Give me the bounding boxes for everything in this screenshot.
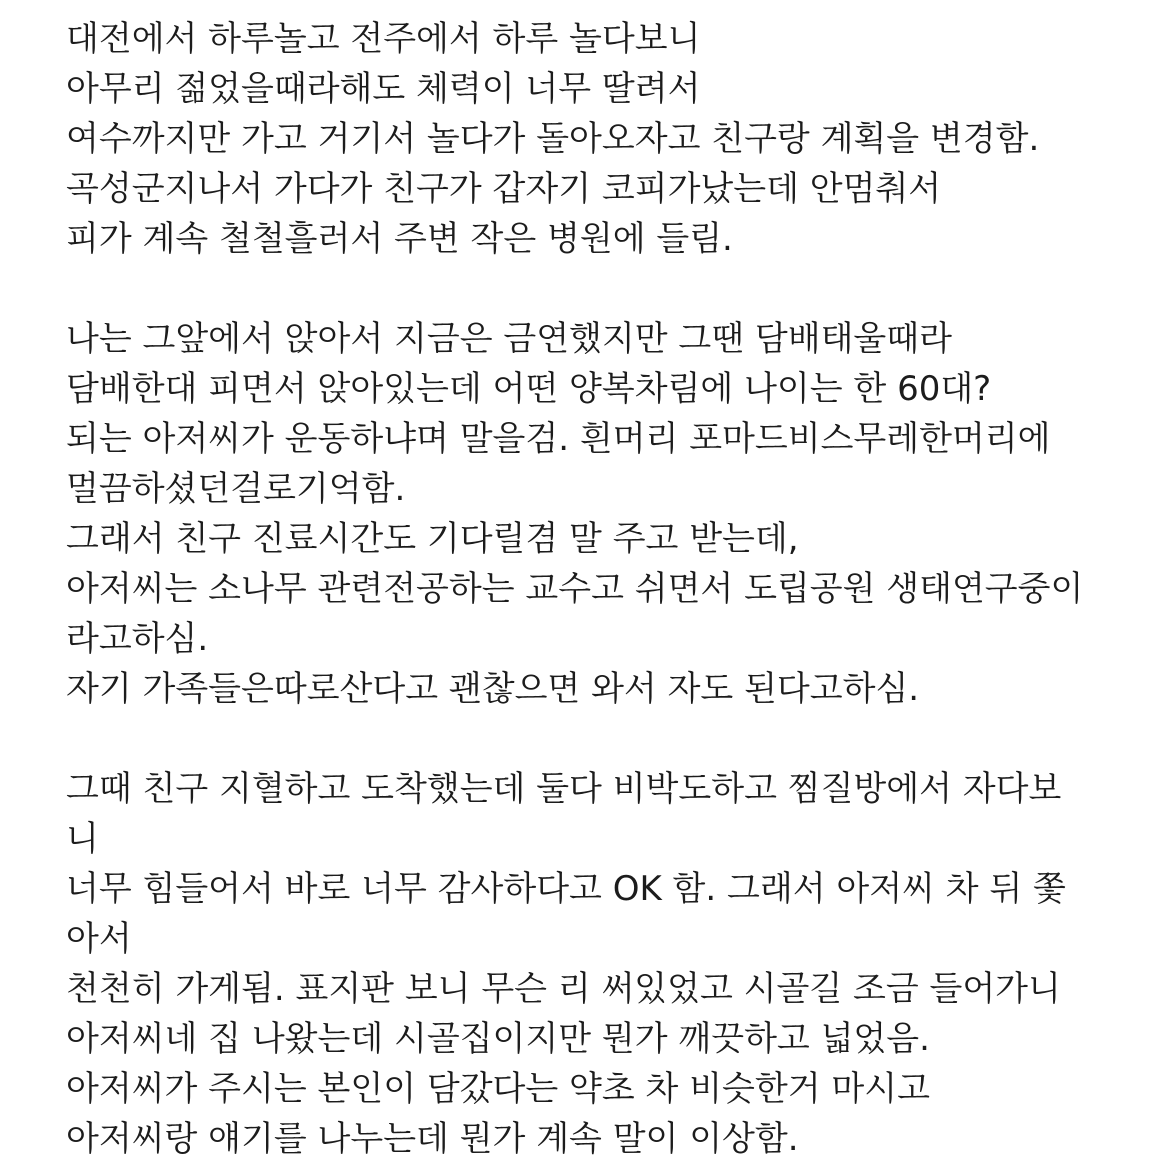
text-line: 대전에서 하루놀고 전주에서 하루 놀다보니 <box>66 19 701 59</box>
text-line: 니 <box>66 819 99 859</box>
paragraph-2 <box>66 314 1156 714</box>
text-line: 아저씨랑 얘기를 나누는데 뭔가 계속 말이 이상함. <box>66 1119 799 1159</box>
text-line: 나는 그앞에서 앉아서 지금은 금연했지만 그땐 담배태울때라 <box>66 319 952 359</box>
text-line: 아저씨가 주시는 본인이 담갔다는 약초 차 비슷한거 마시고 <box>66 1069 930 1109</box>
text-line: 그래서 친구 진료시간도 기다릴겸 말 주고 받는데, <box>66 519 799 559</box>
text-line: 멀끔하셨던걸로기억함. <box>66 469 406 509</box>
paragraph-3 <box>66 764 1156 1164</box>
text-line: 너무 힘들어서 바로 너무 감사하다고 OK 함. 그래서 아저씨 차 뒤 쫓 <box>66 869 1066 909</box>
text-line: 아서 <box>66 919 132 959</box>
text-line: 아저씨는 소나무 관련전공하는 교수고 쉬면서 도립공원 생태연구중이 <box>66 569 1084 609</box>
text-line: 곡성군지나서 가다가 친구가 갑자기 코피가났는데 안멈춰서 <box>66 169 942 209</box>
text-line: 그때 친구 지혈하고 도착했는데 둘다 비박도하고 찜질방에서 자다보 <box>66 769 1062 809</box>
text-line: 담배한대 피면서 앉아있는데 어떤 양복차림에 나이는 한 60대? <box>66 369 992 409</box>
paragraph-spacer <box>66 264 1156 314</box>
text-line: 아저씨네 집 나왔는데 시골집이지만 뭔가 깨끗하고 넓었음. <box>66 1019 930 1059</box>
text-line: 피가 계속 철철흘러서 주변 작은 병원에 들림. <box>66 219 733 259</box>
text-line: 되는 아저씨가 운동하냐며 말을검. 흰머리 포마드비스무레한머리에 <box>66 419 1051 459</box>
post-body <box>66 14 1156 1164</box>
text-line: 천천히 가게됨. 표지판 보니 무슨 리 써있었고 시골길 조금 들어가니 <box>66 969 1061 1009</box>
text-line: 아무리 젊었을때라해도 체력이 너무 딸려서 <box>66 69 701 109</box>
paragraph-1 <box>66 14 1156 264</box>
paragraph-spacer <box>66 714 1156 764</box>
text-line: 여수까지만 가고 거기서 놀다가 돌아오자고 친구랑 계획을 변경함. <box>66 119 1040 159</box>
text-line: 라고하심. <box>66 619 209 659</box>
text-line: 자기 가족들은따로산다고 괜찮으면 와서 자도 된다고하심. <box>66 669 920 709</box>
